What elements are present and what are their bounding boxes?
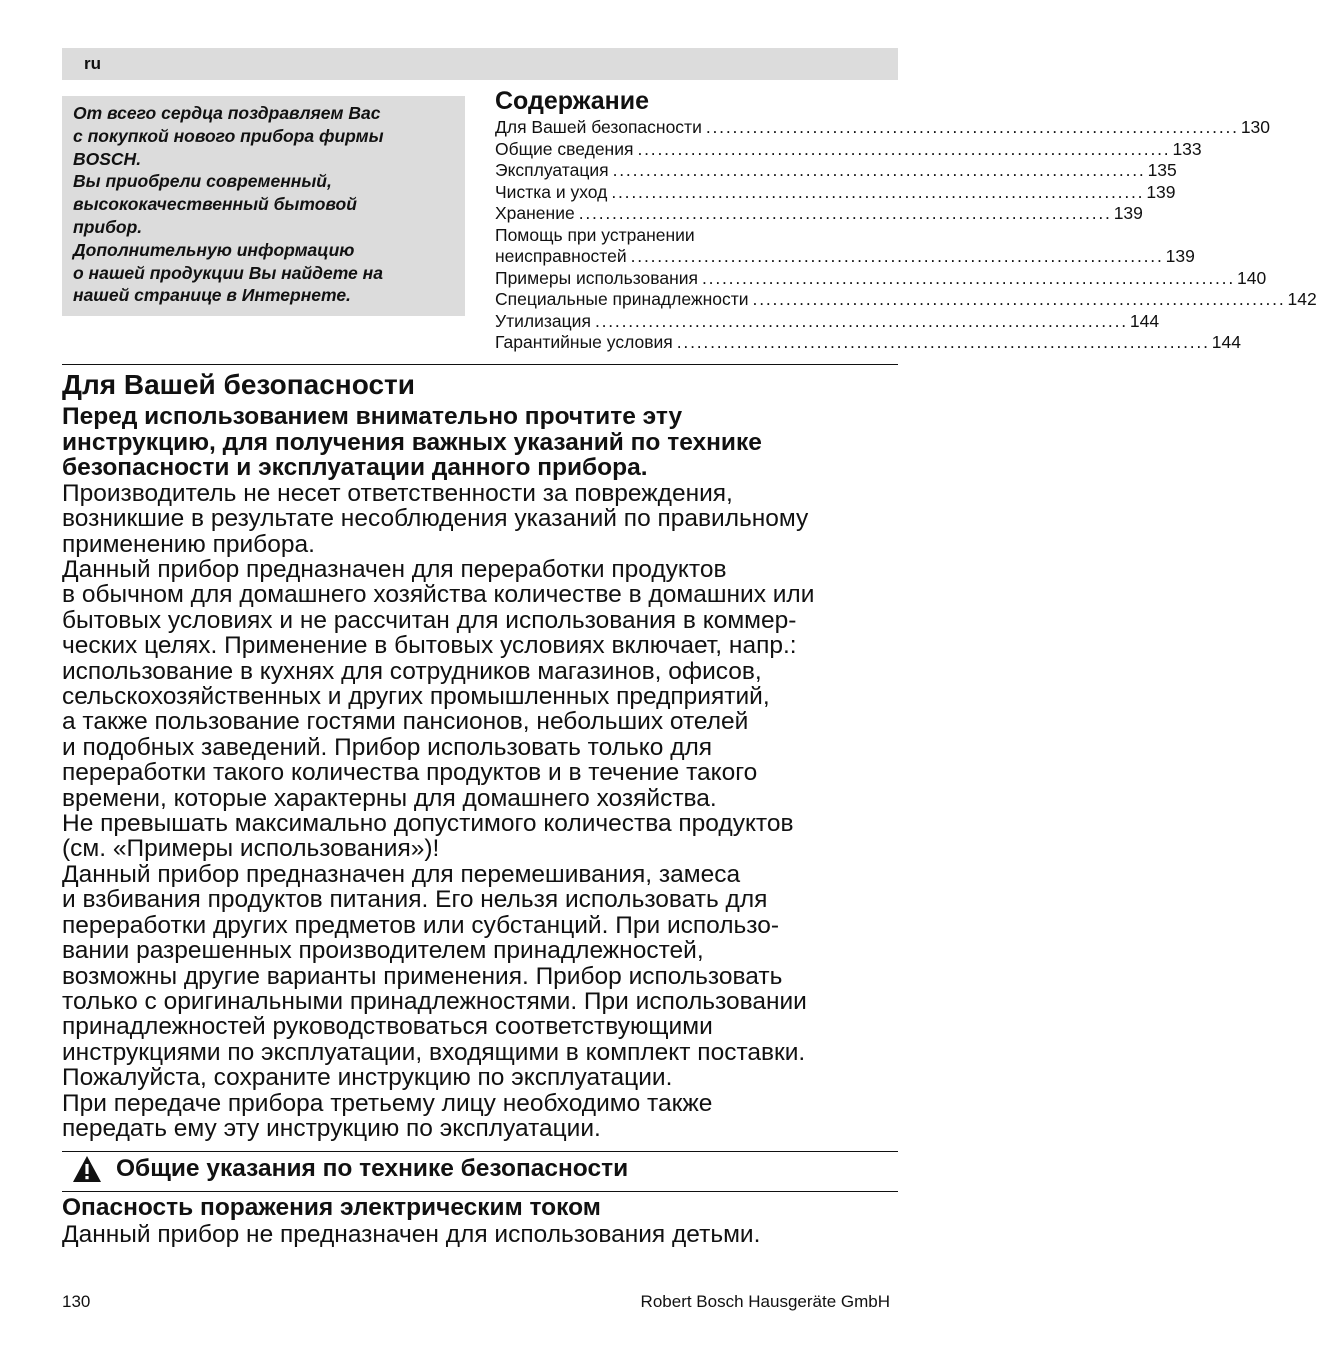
intro-line: BOSCH.	[73, 148, 142, 169]
body-line: а также пользование гостями пансионов, небольших отелей	[62, 708, 749, 736]
intro-line: с покупкой нового прибора фирмы	[73, 125, 384, 146]
section-divider	[62, 1151, 898, 1152]
toc-leader-dots: ................................................................................	[612, 160, 1146, 180]
toc-leader-dots: ................................................................................	[578, 203, 1112, 223]
body-line: сельскохозяйственных и других промышленных предприятий,	[62, 683, 770, 711]
general-safety-heading-text: Общие указания по технике безопасности	[116, 1155, 629, 1182]
safety-body	[62, 481, 898, 1142]
general-safety-heading	[62, 1154, 898, 1184]
toc-leader-dots: ................................................................................	[637, 138, 1171, 159]
toc-entry[interactable]	[495, 224, 1195, 268]
body-line: (см. «Примеры использования»)!	[62, 835, 440, 863]
toc-leader-dots: ................................................................................	[594, 310, 1128, 331]
toc-entry-label: Эксплуатация	[495, 160, 609, 180]
body-line: времени, которые характерны для домашнего хозяйства.	[62, 784, 717, 812]
toc-leader-dots: ................................................................................	[702, 267, 1235, 288]
toc-leader-dots: ................................................................................	[630, 246, 1164, 266]
body-line: Производитель не несет ответственности за повреждения,	[62, 479, 733, 507]
general-safety-section	[62, 1154, 898, 1184]
section-divider	[62, 1191, 898, 1192]
bold-line: Перед использованием внимательно прочтите эту	[62, 403, 683, 430]
intro-line: прибор.	[73, 216, 143, 237]
body-line: и взбивания продуктов питания. Его нельзя использовать для	[62, 886, 768, 914]
warning-triangle-icon	[72, 1155, 102, 1183]
toc-entry[interactable]	[495, 310, 1160, 333]
intro-box	[62, 96, 465, 316]
body-line: возникшие в результате несоблюдения указаний по правильному	[62, 505, 809, 533]
toc-entry[interactable]	[495, 203, 1143, 225]
toc-entry[interactable]	[495, 289, 1317, 311]
body-line: использование в кухнях для сотрудников магазинов, офисов,	[62, 657, 762, 685]
table-of-contents	[495, 85, 1317, 354]
body-line: переработки такого количества продуктов и в течение такого	[62, 759, 758, 787]
intro-line: нашей странице в Интернете.	[73, 285, 351, 306]
toc-entry-label: Специальные принадлежности	[495, 289, 749, 309]
toc-leader-dots: ................................................................................	[752, 289, 1286, 309]
body-line: в обычном для домашнего хозяйства количестве в домашних или	[62, 581, 815, 609]
toc-entry-label: Чистка и уход	[495, 181, 608, 202]
body-line: возможны другие варианты применения. Прибор использовать	[62, 962, 783, 990]
toc-entry-page: 140	[1236, 267, 1267, 288]
toc-entry-label: неисправностей	[495, 246, 627, 266]
toc-entry-label-line1: Помощь при устранении	[495, 224, 695, 245]
electric-shock-heading: Опасность поражения электрическим током	[62, 1194, 601, 1221]
body-line: Данный прибор предназначен для перемешивания, замеса	[62, 860, 741, 888]
toc-entry-page: 142	[1287, 289, 1317, 309]
toc-leader-dots: ................................................................................	[676, 332, 1210, 352]
toc-entry[interactable]	[495, 138, 1202, 161]
intro-line: Вы приобрели современный,	[73, 171, 332, 192]
intro-line: Дополнительную информацию	[73, 239, 355, 260]
bold-line: инструкцию, для получения важных указаний по технике	[62, 428, 762, 456]
toc-entry-page: 144	[1129, 310, 1160, 331]
toc-entry-label: Утилизация	[495, 310, 591, 331]
toc-entry-page: 139	[1146, 181, 1176, 202]
toc-entry[interactable]	[495, 181, 1176, 204]
toc-entry-page: 144	[1211, 332, 1241, 352]
body-line: только с оригинальными принадлежностями. При использовании	[62, 987, 807, 1015]
section-title: Для Вашей безопасности	[62, 369, 415, 400]
safety-warning-intro	[62, 404, 898, 481]
body-line: вании разрешенных производителем принадлежностей,	[62, 937, 704, 965]
section-divider	[62, 364, 898, 365]
body-line: инструкциями по эксплуатации, входящими в комплект поставки.	[62, 1038, 806, 1066]
toc-entry-label: Для Вашей безопасности	[495, 117, 702, 137]
language-label: ru	[84, 54, 101, 73]
body-line: бытовых условиях и не рассчитан для использования в коммер-	[62, 606, 797, 634]
toc-entry-label: Общие сведения	[495, 138, 634, 159]
body-line: Пожалуйста, сохраните инструкцию по эксплуатации.	[62, 1064, 673, 1092]
toc-entry[interactable]	[495, 160, 1177, 182]
toc-entry-page: 135	[1147, 160, 1177, 180]
body-line: передать ему эту инструкцию по эксплуатации.	[62, 1114, 601, 1142]
toc-entry-page: 139	[1165, 246, 1195, 266]
safety-section	[62, 368, 898, 1141]
body-line: При передаче прибора третьему лицу необходимо также	[62, 1089, 713, 1117]
body-line: и подобных заведений. Прибор использовать только для	[62, 733, 713, 761]
toc-entry[interactable]	[495, 267, 1267, 290]
body-line: Данный прибор предназначен для переработки продуктов	[62, 556, 727, 583]
body-line: ческих целях. Применение в бытовых условиях включает, напр.:	[62, 632, 797, 660]
intro-line: о нашей продукции Вы найдете на	[73, 262, 383, 283]
toc-entry-page: 133	[1172, 138, 1202, 159]
toc-entry-page: 139	[1113, 203, 1143, 223]
toc-entry-page: 130	[1240, 117, 1271, 137]
toc-entry-label: Гарантийные условия	[495, 332, 673, 352]
electric-shock-body: Данный прибор не предназначен для использования детьми.	[62, 1221, 761, 1248]
language-bar	[62, 48, 898, 80]
page-number: 130	[62, 1292, 91, 1311]
toc-entry[interactable]	[495, 332, 1241, 354]
toc-title: Содержание	[495, 87, 650, 115]
body-line: Не превышать максимально допустимого количества продуктов	[62, 810, 794, 838]
body-line: применению прибора.	[62, 530, 315, 558]
intro-line: От всего сердца поздравляем Вас	[73, 103, 381, 123]
toc-leader-dots: ................................................................................	[611, 181, 1145, 202]
toc-entry[interactable]	[495, 117, 1271, 139]
intro-line: высококачественный бытовой	[73, 194, 357, 215]
bold-line: безопасности и эксплуатации данного прибора.	[62, 454, 648, 482]
toc-entry-label: Примеры использования	[495, 267, 699, 288]
body-line: переработки других предметов или субстанций. При использо-	[62, 911, 780, 939]
body-line: принадлежностей руководствоваться соответствующими	[62, 1013, 713, 1041]
toc-leader-dots: ................................................................................	[705, 117, 1239, 137]
company-name: Robert Bosch Hausgeräte GmbH	[640, 1292, 890, 1311]
toc-entry-label: Хранение	[495, 203, 575, 223]
toc-list	[495, 117, 1317, 354]
